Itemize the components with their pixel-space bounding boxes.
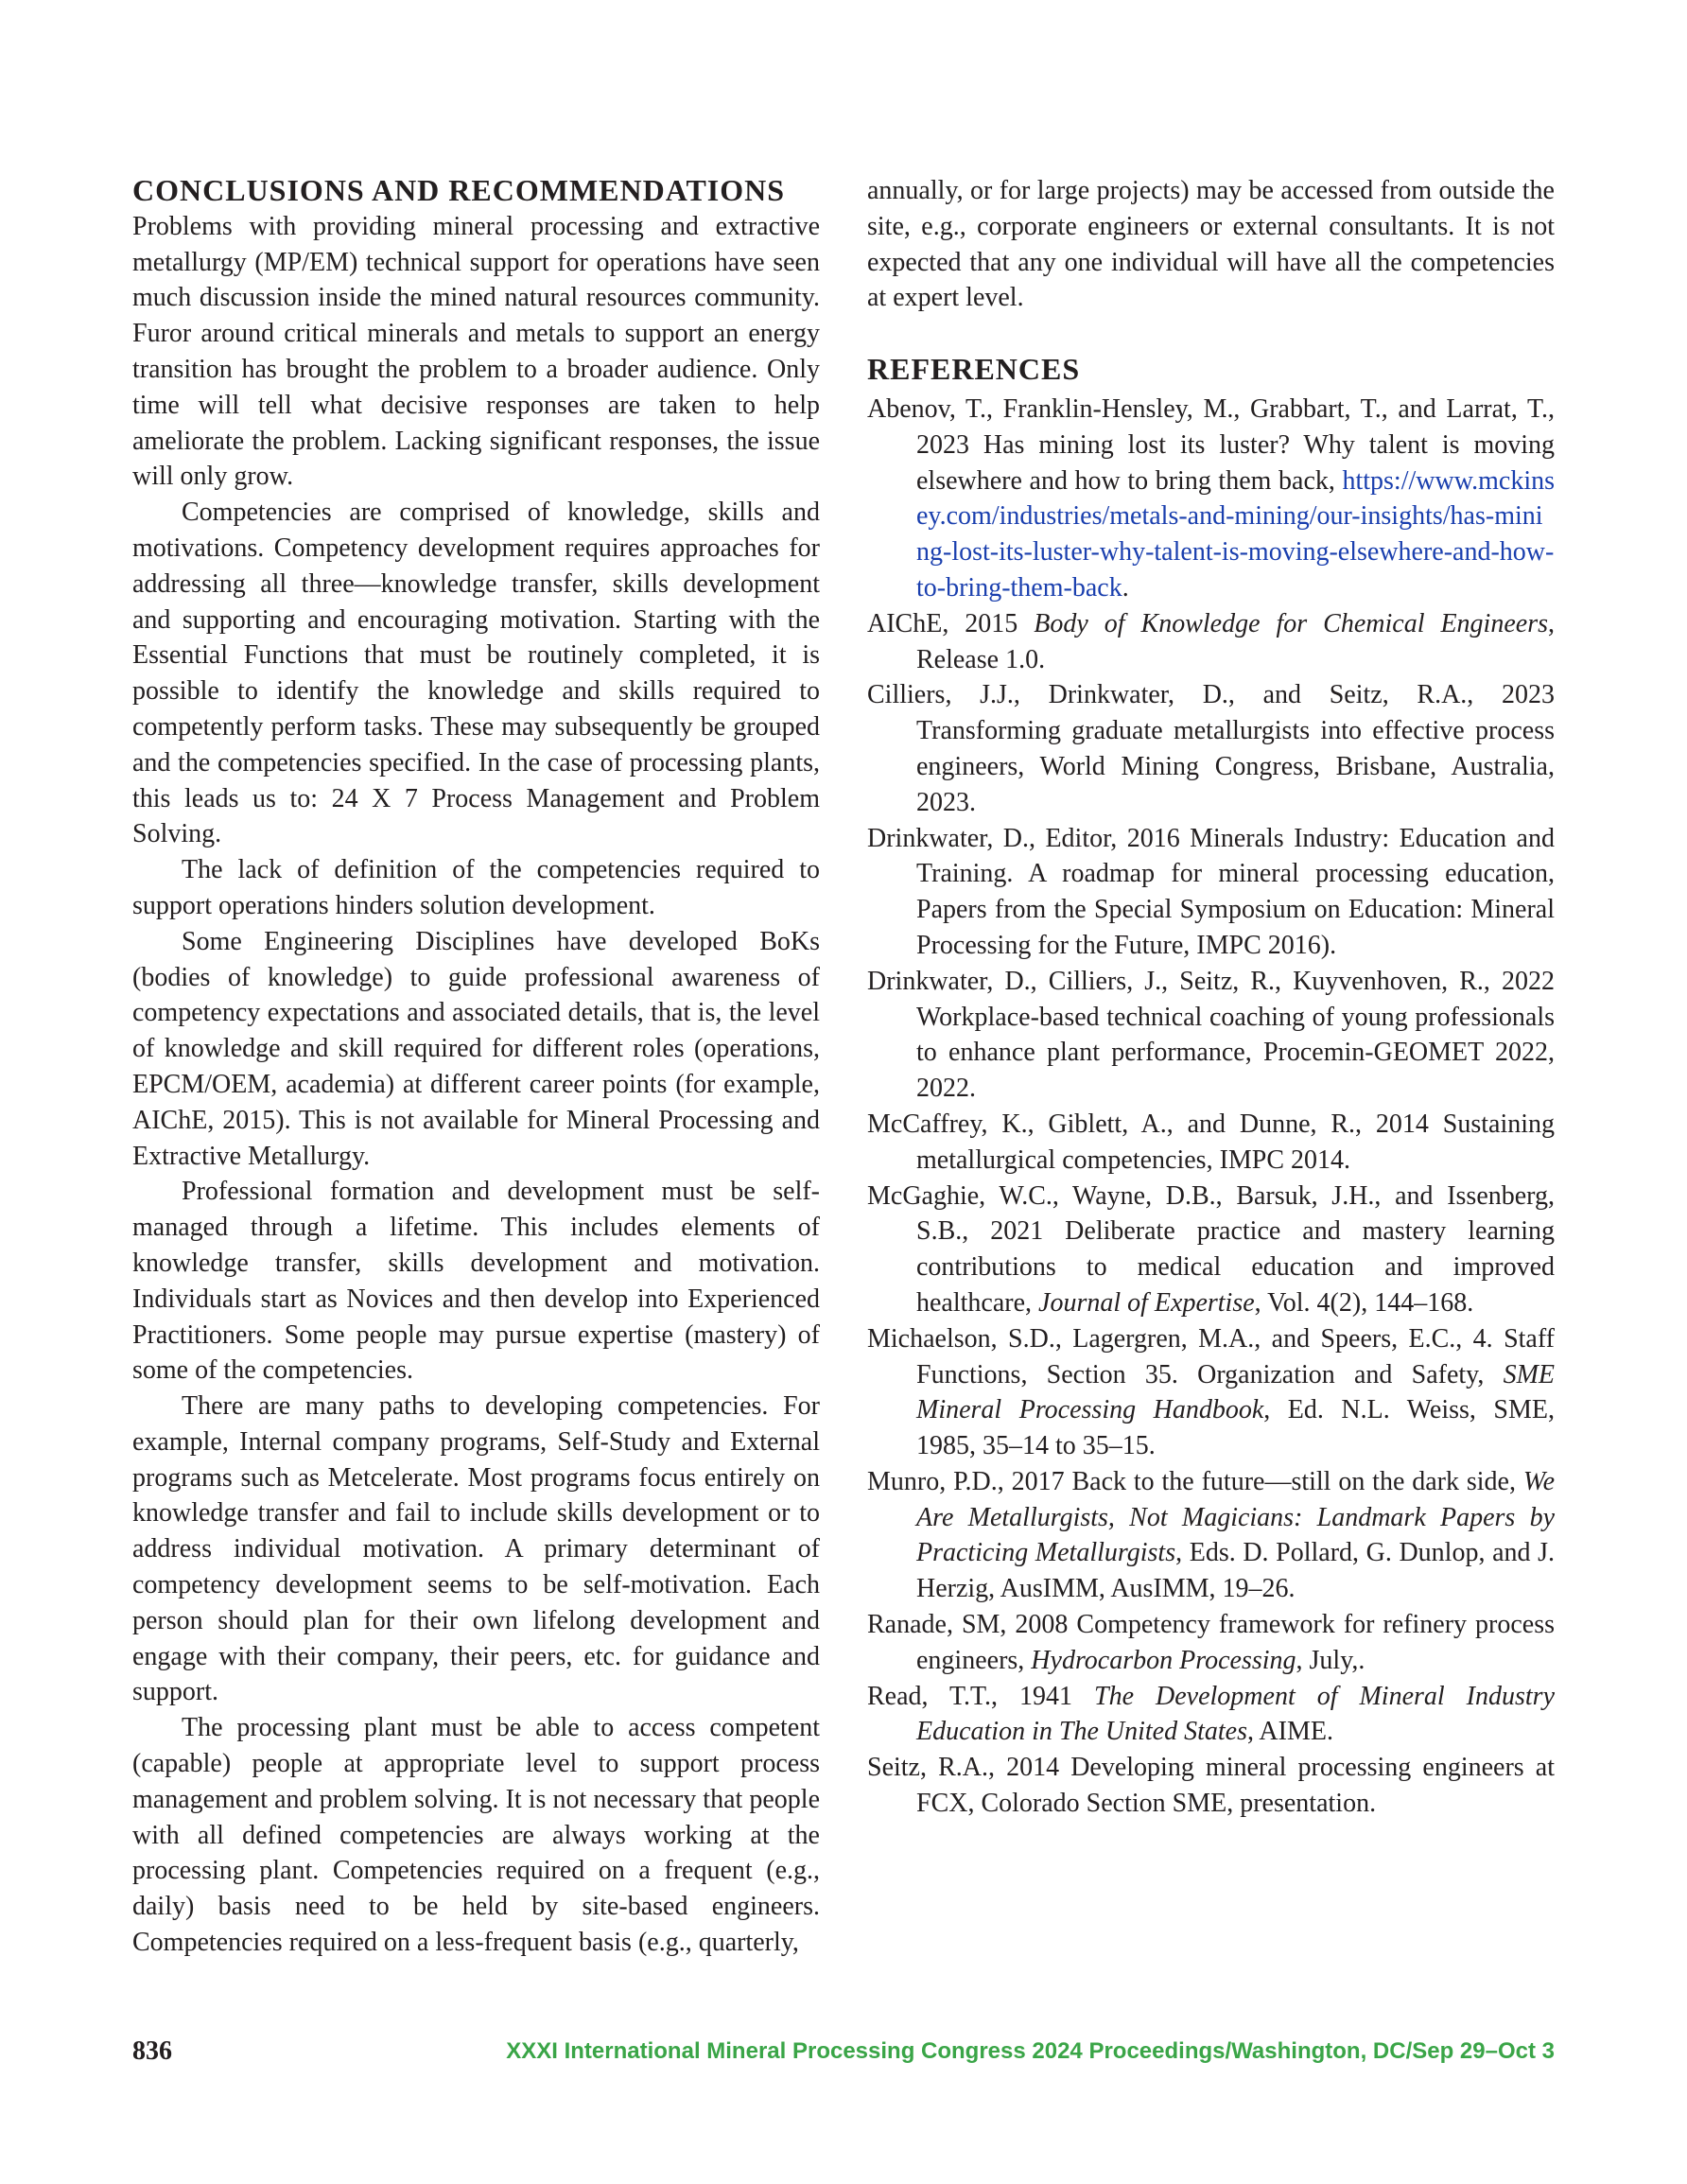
reference-text: AIChE, 2015 xyxy=(867,608,1035,638)
reference-entry xyxy=(867,606,1555,678)
reference-text: , Ed. N.L. Weiss, SME, 1985, 35–14 to 35–15. xyxy=(916,1395,1555,1461)
reference-title-italic: Journal of Expertise xyxy=(1038,1287,1255,1318)
reference-entry xyxy=(867,1321,1555,1464)
reference-title-italic: The Development of Mineral Industry Education in The United States xyxy=(916,1681,1555,1747)
body-paragraph: Professional formation and development must be self-managed through a lifetime. This includes elements of knowledge transfer, skills development and motivation. Individuals start as Novices and then develop into Experienced Practitioners. Some people may pursue expertise (mastery) of some of the competencies. xyxy=(132,1177,820,1386)
body-paragraph: Some Engineering Disciplines have developed BoKs (bodies of knowledge) to guide professional awareness of competency expectations and associated details, that is, the level of knowledge and skill required for different roles (operations, EPCM/OEM, academia) at different career points (for example, AIChE, 2015). This is not available for Mineral Processing and Extractive Metallurgy. xyxy=(132,926,820,1171)
reference-entry xyxy=(867,1464,1555,1607)
reference-text: Munro, P.D., 2017 Back to the future—still on the dark side, xyxy=(867,1466,1523,1496)
body-paragraph: Competencies are comprised of knowledge, skills and motivations. Competency development requires approaches for addressing all three—knowledge transfer, skills development and supporting and encouraging motivation. Starting with the Essential Functions that must be routinely completed, it is possible to identify the knowledge and skills required to competently perform tasks. These may subsequently be grouped and the competencies specified. In the case of processing plants, this leads us to: 24 X 7 Process Management and Problem Solving. xyxy=(132,498,820,849)
reference-title-italic: We Are Metallurgists, Not Magicians: Landmark Papers by Practicing Metallurgists xyxy=(916,1466,1555,1568)
reference-entry xyxy=(867,821,1555,964)
reference-entry xyxy=(867,392,1555,606)
section-heading-references: REFERENCES xyxy=(867,352,1081,387)
reference-list xyxy=(867,392,1555,1822)
reference-text: McCaffrey, K., Giblett, A., and Dunne, R., 2014 Sustaining metallurgical competencies, IMPC 2014. xyxy=(867,1109,1555,1175)
body-paragraph: Problems with providing mineral processing and extractive metallurgy (MP/EM) technical support for operations have seen much discussion inside the mined natural resources community. Furor around critical minerals and metals to support an energy transition has brought the problem to a broader audience. Only time will tell what decisive responses are taken to help ameliorate the problem. Lacking significant responses, the issue will only grow. xyxy=(132,211,820,492)
body-paragraph: The lack of definition of the competencies required to support operations hinders solution development. xyxy=(132,855,820,920)
reference-text: Drinkwater, D., Editor, 2016 Minerals Industry: Education and Training. A roadmap for mineral processing education, Papers from the Special Symposium on Education: Mineral Processing for the Future, IMPC 2016). xyxy=(867,823,1555,960)
body-paragraph-continuation: annually, or for large projects) may be accessed from outside the site, e.g., corporate engineers or external consultants. It is not expected that any one individual will have all the competencies at expert level. xyxy=(867,176,1555,313)
reference-text: Abenov, T., Franklin-Hensley, M., Grabbart, T., and Larrat, T., 2023 Has mining lost its luster? Why talent is moving elsewhere and how to bring them back, xyxy=(867,393,1555,496)
reference-text: Michaelson, S.D., Lagergren, M.A., and Speers, E.C., 4. Staff Functions, Section 35. Organization and Safety, xyxy=(867,1323,1555,1389)
reference-text: , AIME. xyxy=(1246,1717,1333,1747)
reference-entry xyxy=(867,1750,1555,1822)
reference-text: Read, T.T., 1941 xyxy=(867,1681,1095,1711)
reference-entry xyxy=(867,964,1555,1107)
reference-entry xyxy=(867,1107,1555,1179)
page-number: 836 xyxy=(132,2036,172,2066)
reference-text: Seitz, R.A., 2014 Developing mineral processing engineers at FCX, Colorado Section SME, presentation. xyxy=(867,1753,1555,1819)
reference-text: McGaghie, W.C., Wayne, D.B., Barsuk, J.H., and Issenberg, S.B., 2021 Deliberate practice and mastery learning contributions to medical education and improved healthcare, xyxy=(867,1180,1555,1318)
reference-text: Drinkwater, D., Cilliers, J., Seitz, R., Kuyvenhoven, R., 2022 Workplace-based technical coaching of young professionals to enhance plant performance, Procemin-GEOMET 2022, 2022. xyxy=(867,966,1555,1104)
left-column xyxy=(132,173,820,1961)
reference-title-italic: Hydrocarbon Processing xyxy=(1031,1645,1296,1675)
reference-text: , Vol. 4(2), 144–168. xyxy=(1254,1287,1474,1318)
section-heading-conclusions: CONCLUSIONS AND RECOMMENDATIONS xyxy=(132,173,786,207)
reference-entry xyxy=(867,1179,1555,1321)
page-footer xyxy=(132,2036,1555,2074)
reference-link[interactable]: https://www.mckinsey.com/industries/metals-and-mining/our-insights/has-mining-lost-its-luster-why-talent-is-moving-elsewhere-and-how-to-bring-them-back xyxy=(916,465,1555,603)
reference-text: , Release 1.0. xyxy=(916,608,1555,674)
right-column xyxy=(867,173,1555,1822)
reference-title-italic: SME Mineral Processing Handbook xyxy=(916,1359,1555,1425)
reference-text: Ranade, SM, 2008 Competency framework for refinery process engineers, xyxy=(867,1610,1555,1675)
reference-entry xyxy=(867,677,1555,820)
reference-text: Cilliers, J.J., Drinkwater, D., and Seitz, R.A., 2023 Transforming graduate metallurgists into effective process engineers, World Mining Congress, Brisbane, Australia, 2023. xyxy=(867,680,1555,817)
body-paragraph-continued: The processing plant must be able to access competent (capable) people at appropriate level to support process management and problem solving. It is not necessary that people with all defined competencies are always working at the processing plant. Competencies required on a frequent (e.g., daily) basis need to be held by site-based engineers. Competencies required on a less-frequent basis (e.g., quarterly, xyxy=(132,1713,820,1958)
reference-title-italic: Body of Knowledge for Chemical Engineers xyxy=(1034,608,1548,638)
body-paragraph: There are many paths to developing competencies. For example, Internal company programs, Self-Study and External programs such as Metcelerate. Most programs focus entirely on knowledge transfer and fail to include skills development or to address individual motivation. A primary determinant of competency development seems to be self-motivation. Each person should plan for their own lifelong development and engage with their company, their peers, etc. for guidance and support. xyxy=(132,1391,820,1707)
running-footer-title: XXXI International Mineral Processing Congress 2024 Proceedings/Washington, DC/Sep 29–Oct 3 xyxy=(506,2038,1555,2064)
reference-text: . xyxy=(1122,572,1129,603)
reference-entry xyxy=(867,1607,1555,1679)
reference-text: , Eds. D. Pollard, G. Dunlop, and J. Herzig, AusIMM, AusIMM, 19–26. xyxy=(916,1538,1555,1604)
reference-entry xyxy=(867,1679,1555,1751)
reference-text: , July,. xyxy=(1296,1645,1365,1675)
